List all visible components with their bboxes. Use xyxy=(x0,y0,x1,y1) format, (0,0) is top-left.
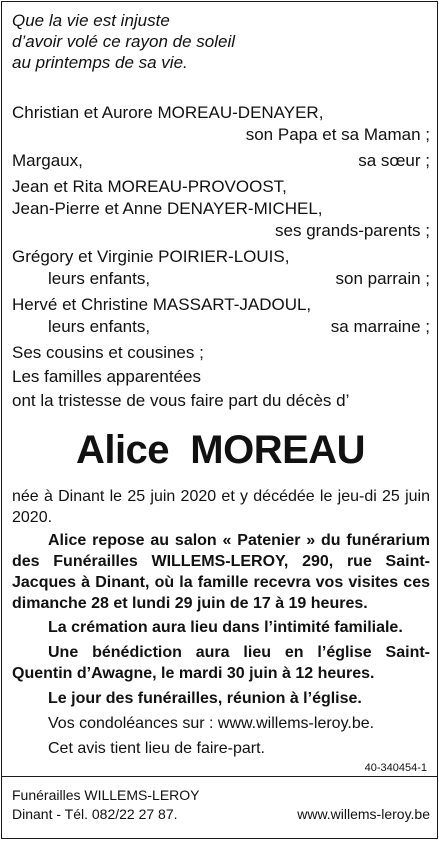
godfather-line xyxy=(12,268,430,290)
announce-line: ont la tristesse de vous faire part du décès d’ xyxy=(12,391,350,410)
visit-details: Alice repose au salon « Patenier » du funérarium des Funérailles WILLEMS-LEROY, 290, rue Saint-Jacques à Dinant, où la famille recevra vos visites ces dimanche 28 et lundi 29 juin de 17 à 19 heures. xyxy=(12,532,430,612)
family-list xyxy=(12,102,430,412)
footer-company: Funérailles WILLEMS-LEROY xyxy=(12,787,200,803)
footer-row xyxy=(12,805,430,824)
parents-role: son Papa et sa Maman ; xyxy=(245,125,430,144)
obituary-notice xyxy=(1,1,438,839)
parents-names: Christian et Aurore MOREAU-DENAYER, xyxy=(12,103,324,122)
footer-divider xyxy=(2,776,438,777)
godmother-role: sa marraine ; xyxy=(330,317,430,336)
godmother-line xyxy=(12,316,430,338)
cousins-line: Ses cousins et cousines ; xyxy=(12,343,204,362)
poem-line: Que la vie est injuste xyxy=(12,11,170,30)
notice-line: Cet avis tient lieu de faire-part. xyxy=(48,740,265,757)
grandparents-1: Jean et Rita MOREAU-PROVOOST, xyxy=(12,177,287,196)
godmother-names: Hervé et Christine MASSART-JADOUL, xyxy=(12,295,312,314)
condolences-line: Vos condoléances sur : www.willems-leroy.be. xyxy=(48,715,375,732)
godfather-names: Grégory et Virginie POIRIER-LOUIS, xyxy=(12,247,290,266)
meeting-details: Le jour des funérailles, réunion à l’église. xyxy=(48,690,362,707)
sister-role: sa sœur ; xyxy=(358,151,430,170)
footer xyxy=(12,786,430,824)
sister-line xyxy=(12,150,430,172)
godfather-role: son parrain ; xyxy=(335,269,430,288)
footer-phone: Dinant - Tél. 082/22 27 87. xyxy=(12,806,178,822)
poem xyxy=(12,10,432,73)
blessing-details: Une bénédiction aura lieu en l’église Saint-Quentin d’Awagne, le mardi 30 juin à 12 heures. xyxy=(12,644,430,682)
cremation-details: La crémation aura lieu dans l’intimité familiale. xyxy=(48,619,403,636)
sister-name: Margaux, xyxy=(12,151,83,170)
poem-line: d’avoir volé ce rayon de soleil xyxy=(12,32,236,51)
footer-website[interactable]: www.willems-leroy.be xyxy=(297,806,430,822)
families-line: Les familles apparentées xyxy=(12,367,202,386)
godfather-children: leurs enfants, xyxy=(48,269,151,288)
deceased-name: Alice MOREAU xyxy=(75,428,366,472)
birth-details: née à Dinant le 25 juin 2020 et y décédée le jeu-di 25 juin 2020. xyxy=(12,488,430,526)
godmother-children: leurs enfants, xyxy=(48,317,151,336)
grandparents-2: Jean-Pierre et Anne DENAYER-MICHEL, xyxy=(12,199,323,218)
grandparents-role: ses grands-parents ; xyxy=(275,221,430,240)
poem-line: au printemps de sa vie. xyxy=(12,53,188,72)
reference-number: 40-340454-1 xyxy=(364,762,427,774)
